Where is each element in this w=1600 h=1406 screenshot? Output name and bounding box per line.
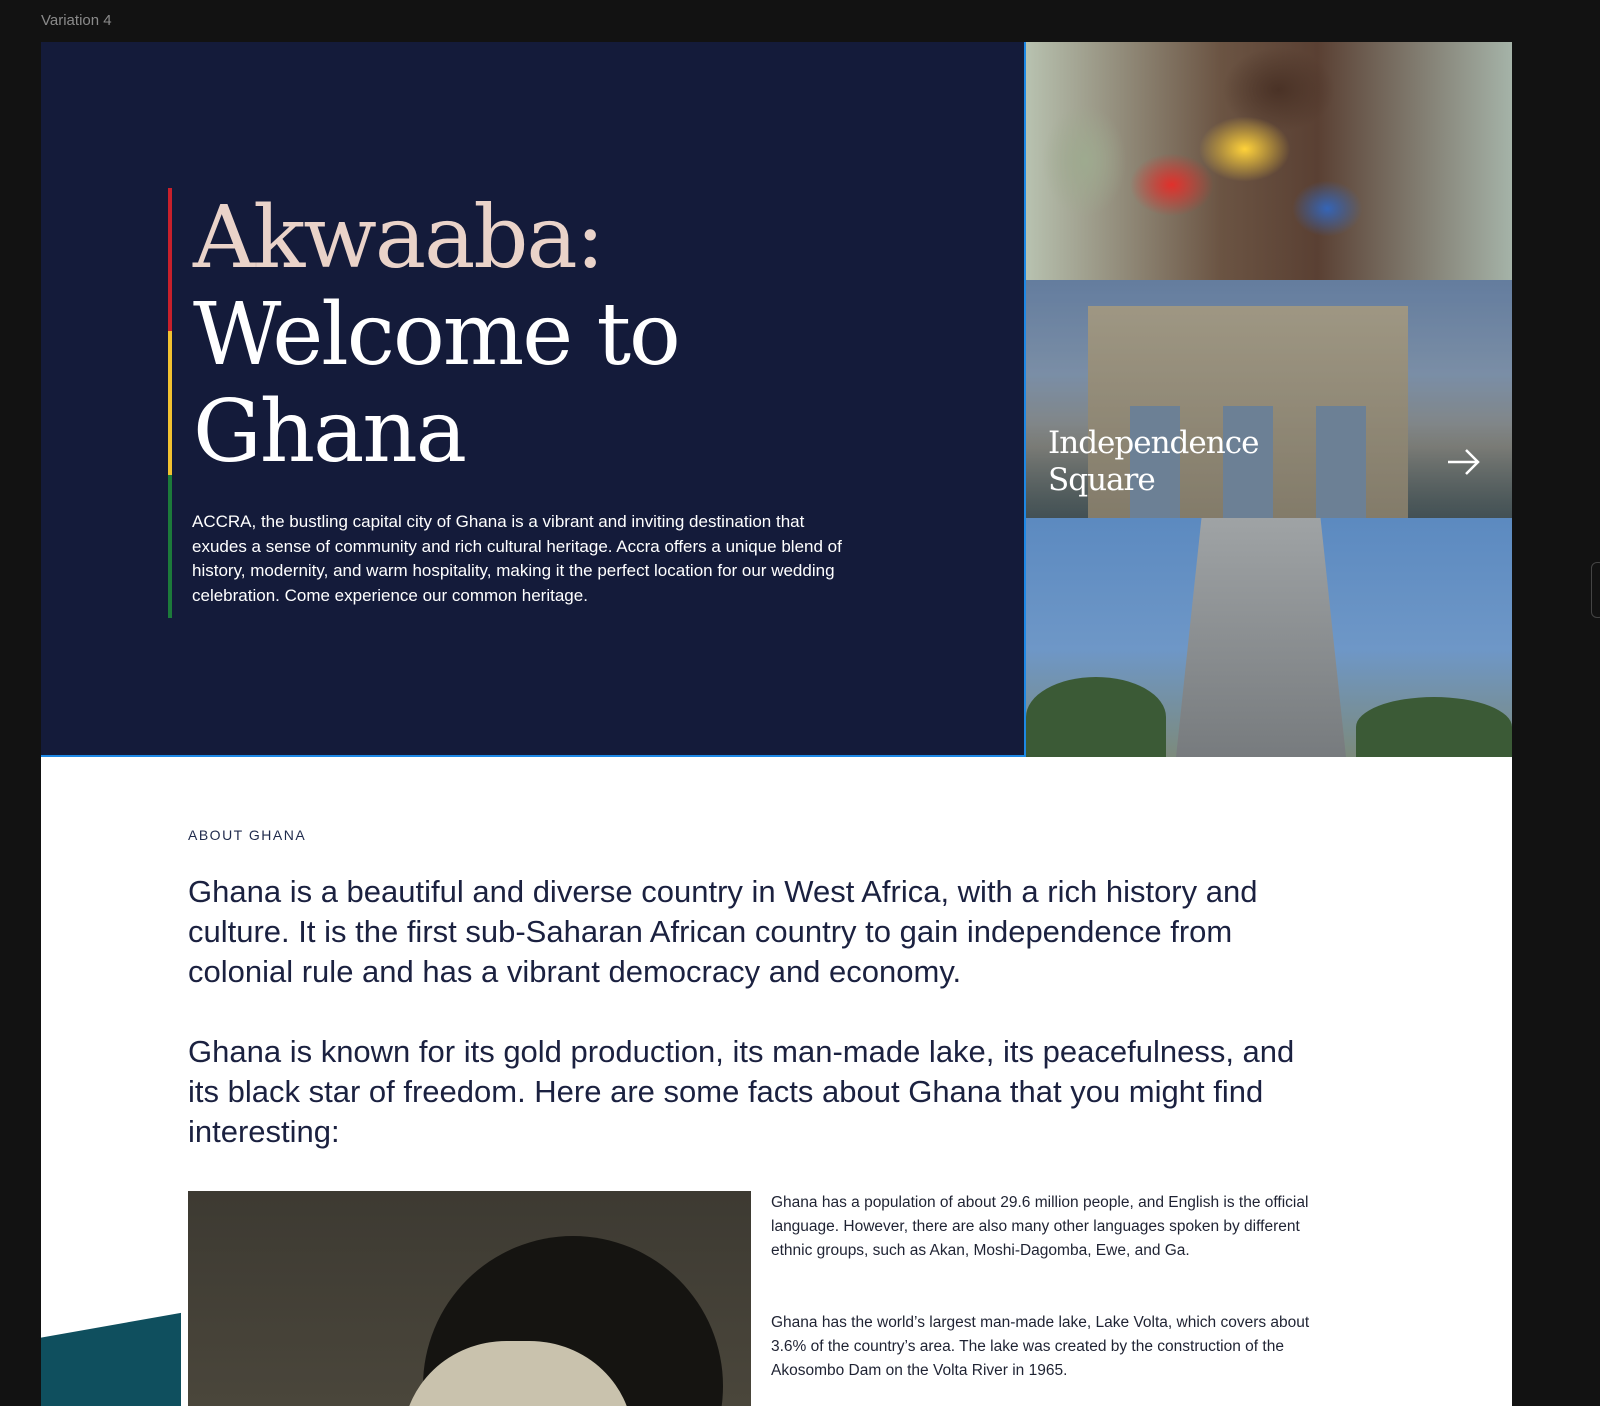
flag-accent-bar <box>168 188 172 618</box>
about-section-label: ABOUT GHANA <box>188 827 307 843</box>
accent-red <box>168 188 172 331</box>
about-paragraph-2: Ghana is known for its gold production, its man-made lake, its peacefulness, and its black star of freedom. Here are some facts about Ghana that you might find interesting: <box>188 1034 1295 1149</box>
hero-title-line1: Akwaaba: <box>193 188 603 288</box>
panel-resize-handle[interactable] <box>1591 562 1600 618</box>
hero-title-line3: Ghana <box>193 382 466 482</box>
page-frame <box>41 42 1512 1406</box>
gallery-tiles <box>1026 42 1512 757</box>
about-paragraph-1: Ghana is a beautiful and diverse country in West Africa, with a rich history and culture. It is the first sub-Saharan African country to gain independence from colonial rule and has a vibrant democracy and economy. <box>188 874 1258 989</box>
independence-square-tile[interactable] <box>1026 280 1512 518</box>
hero-title-line2: Welcome to <box>193 285 679 385</box>
accent-green <box>168 475 172 618</box>
frame-label: Variation 4 <box>41 12 112 29</box>
hero-description: ACCRA, the bustling capital city of Ghana is a vibrant and inviting destination that exudes a sense of community and rich cultural heritage. Accra offers a unique blend of history, modernity, and warm hospitality, making it the perfect location for our wedding celebration. Come experience our common heritage. <box>192 512 842 605</box>
decorative-teal-shape <box>41 1313 181 1406</box>
hero-section[interactable] <box>41 42 1026 757</box>
tile-label-independence-square: Independence Square <box>1048 425 1259 498</box>
nkrumah-memorial-tile <box>1026 518 1512 757</box>
memorial-image <box>1176 518 1346 757</box>
arrow-right-icon[interactable] <box>1444 442 1484 482</box>
kente-photo-tile <box>1026 42 1512 280</box>
hero-title <box>193 190 893 481</box>
accent-yellow <box>168 331 172 474</box>
fact-lake-volta: Ghana has the world’s largest man-made lake, Lake Volta, which covers about 3.6% of the country’s area. The lake was created by the construction of the Akosombo Dam on the Volta River in 1965. <box>771 1314 1310 1379</box>
historical-portrait-photo <box>188 1191 751 1406</box>
fact-population: Ghana has a population of about 29.6 million people, and English is the official language. However, there are also many other languages spoken by different ethnic groups, such as Akan, Moshi-Dagomba, Ewe, and Ga. <box>771 1194 1309 1259</box>
